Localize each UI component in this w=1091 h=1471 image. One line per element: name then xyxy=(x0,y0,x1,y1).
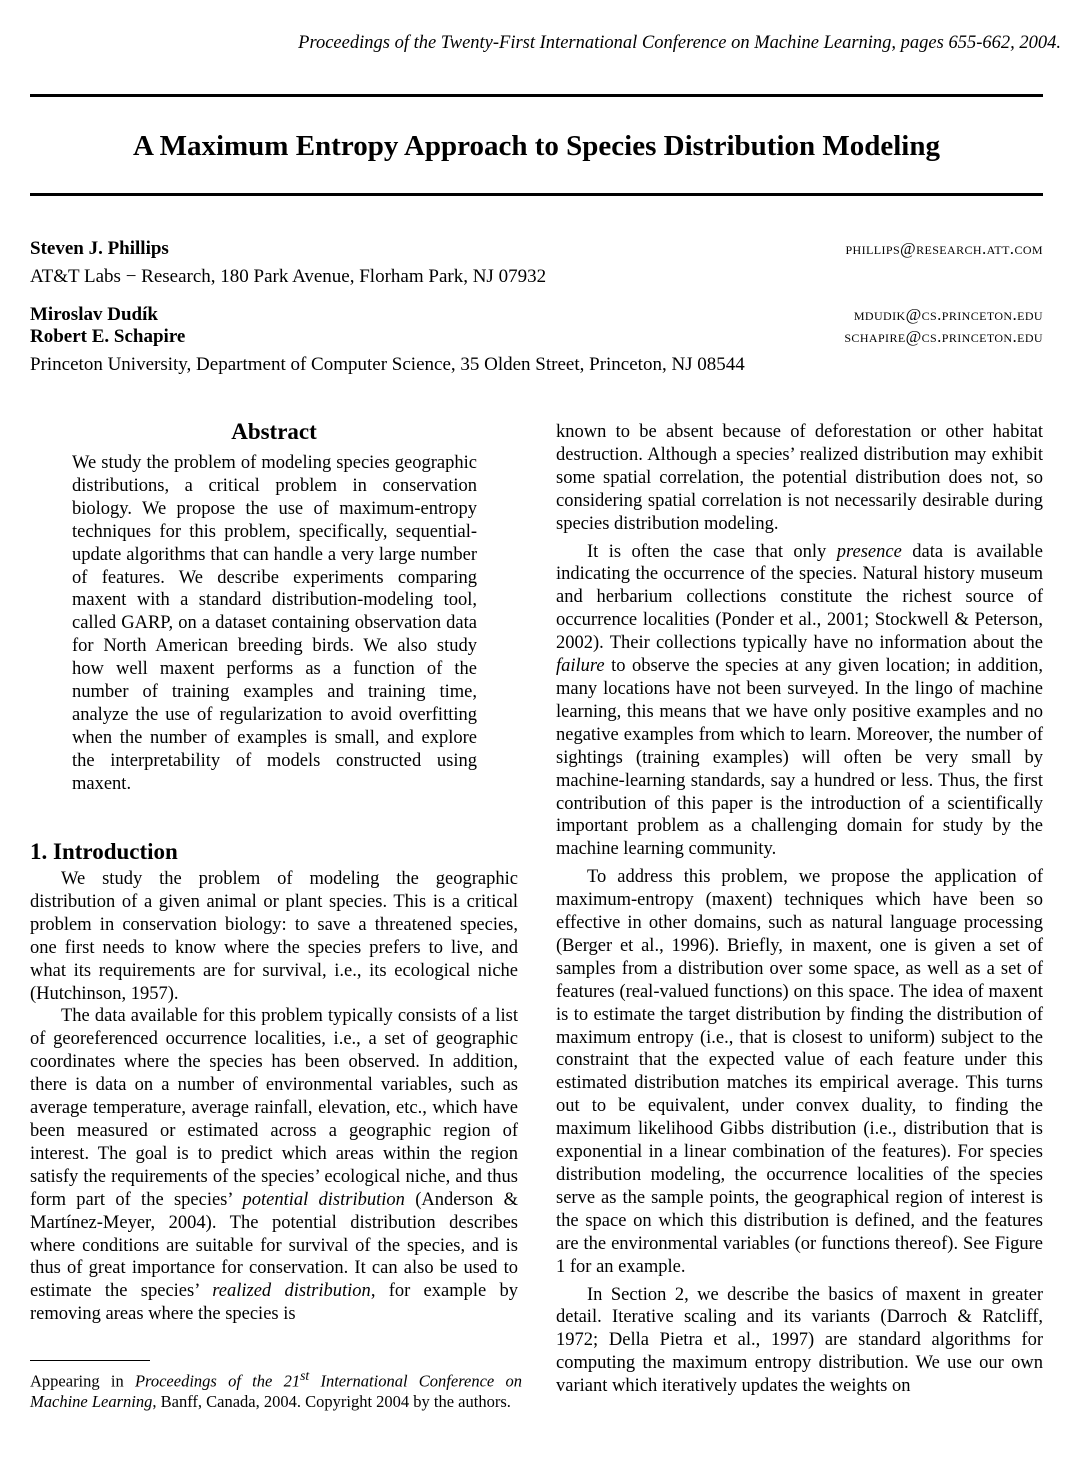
paper-title: A Maximum Entropy Approach to Species Distribution Modeling xyxy=(133,130,940,162)
author-name: Robert E. Schapire xyxy=(30,326,186,347)
author-name: Miroslav Dudík xyxy=(30,304,158,325)
ordinal: 21 xyxy=(283,1371,301,1391)
affiliation-att: AT&T Labs − Research, 180 Park Avenue, Florham Park, NJ 07932 xyxy=(30,266,547,287)
paragraph: In Section 2, we describe the basics of maxent in greater detail. Iterative scaling and its variants (Darroch & Ratcliff, 1972; Della Pietra et al., 1997) are standard algorithms for computing the maximum entropy distribution. We use our own variant which iteratively updates the weights on xyxy=(556,1284,1043,1397)
author-row-3 xyxy=(30,326,1043,348)
right-column-body xyxy=(556,421,1043,1398)
author-email[interactable]: schapire@cs.princeton.edu xyxy=(844,327,1043,346)
paragraph: To address this problem, we propose the application of maximum-entropy (maxent) techniques which have been so effective in other domains, such as natural language processing (Berger et al., 1996). Briefly, in maxent, one is given a set of samples from a distribution over some space, as well as a set of features (real-valued functions) on this space. The idea of maxent is to estimate the target distribution by finding the distribution of maximum entropy (i.e., that is closest to uniform) subject to the constraint that the expected value of each feature under this estimated distribution matches its empirical average. This turns out to be equivalent, under convex duality, to finding the maximum likelihood Gibbs distribution (i.e., distribution that is exponential in a linear combination of the features). For species distribution modeling, the occurrence localities of the species serve as the sample points, the geographical region of interest is the space on which this distribution is defined, and the features are the environmental variables (or functions thereof). See Figure 1 for an example. xyxy=(556,867,1043,1277)
emphasis: presence xyxy=(836,541,902,562)
author-row-2 xyxy=(30,304,1043,326)
section-heading-introduction: 1. Introduction xyxy=(30,839,178,864)
emphasis: potential distribution xyxy=(242,1189,405,1210)
footnote: Appearing in Proceedings of the 21st International Conference on Machine Learning, Banff, Canada, 2004. Copyright 2004 by the authors. xyxy=(30,1368,522,1411)
paragraph: It is often the case that only presence data is available indicating the occurrence of the species. Natural history museum and herbarium collections constitute the richest source of occurrence localities (Ponder et al., 2001; Stockwell & Peterson, 2002). Their collections typically have no information about the failure to observe the species at any given location; in addition, many locations have not been surveyed. In the lingo of machine learning, this means that we have only positive examples and no negative examples from which to learn. Moreover, the number of sightings (training examples) will often be very small by machine-learning standards, say a hundred or less. Thus, the first contribution of this paper is the introduction of a scientifically important problem as a challenging domain for study by the machine learning community. xyxy=(556,541,1044,860)
emphasis: realized distribution xyxy=(212,1281,371,1302)
footnote-rule xyxy=(30,1360,150,1361)
affiliation-princeton: Princeton University, Department of Computer Science, 35 Olden Street, Princeton, NJ 08544 xyxy=(30,354,745,375)
title-top-rule xyxy=(30,94,1043,97)
abstract-heading: Abstract xyxy=(231,419,317,444)
abstract-body: We study the problem of modeling species geographic distributions, a critical problem in conservation biology. We propose the use of maximum-entropy techniques for this problem, specifically, sequential-update algorithms that can handle a very large number of features. We describe experiments comparing maxent with a standard distribution-modeling tool, called GARP, on a dataset containing observation data for North American breeding birds. We also study how well maxent performs as a function of the number of training examples and training time, analyze the use of regularization to avoid overfitting when the number of examples is small, and explore the interpretability of models constructed using maxent. xyxy=(72,453,477,794)
emphasis: failure xyxy=(556,656,605,677)
author-name: Steven J. Phillips xyxy=(30,238,169,259)
title-bottom-rule xyxy=(30,193,1043,196)
left-column-body xyxy=(30,868,518,1326)
author-email[interactable]: mdudik@cs.princeton.edu xyxy=(853,305,1043,324)
author-email[interactable]: phillips@research.att.com xyxy=(845,239,1043,258)
author-row-1 xyxy=(30,238,1043,260)
running-header: Proceedings of the Twenty-First International Conference on Machine Learning, pages 655-662, 2004. xyxy=(298,33,1061,53)
paragraph: The data available for this problem typically consists of a list of georeferenced occurrence localities, i.e., a set of geographic coordinates where the species has been observed. In addition, there is data on a number of environmental variables, such as average temperature, average rainfall, elevation, etc., which have been measured or estimated across a geographic region of interest. The goal is to predict which areas within the region satisfy the requirements of the species’ ecological niche, and thus form part of the species’ potential distribution (Anderson & Martínez-Meyer, 2004). The potential distribution describes where conditions are suitable for survival of the species, and is thus of great importance for conservation. It can also be used to estimate the species’ realized distribution, for example by removing areas where the species is xyxy=(30,1006,518,1325)
paragraph: We study the problem of modeling the geographic distribution of a given animal or plant species. This is a critical problem in conservation biology: to save a threatened species, one first needs to know where the species prefers to live, and what its requirements are for survival, i.e., its ecological niche (Hutchinson, 1957). xyxy=(30,869,518,1004)
paragraph: known to be absent because of deforestation or other habitat destruction. Although a species’ realized distribution may exhibit some spatial correlation, the potential distribution does not, so considering spatial correlation is not necessarily desirable during species distribution modeling. xyxy=(556,422,1043,534)
